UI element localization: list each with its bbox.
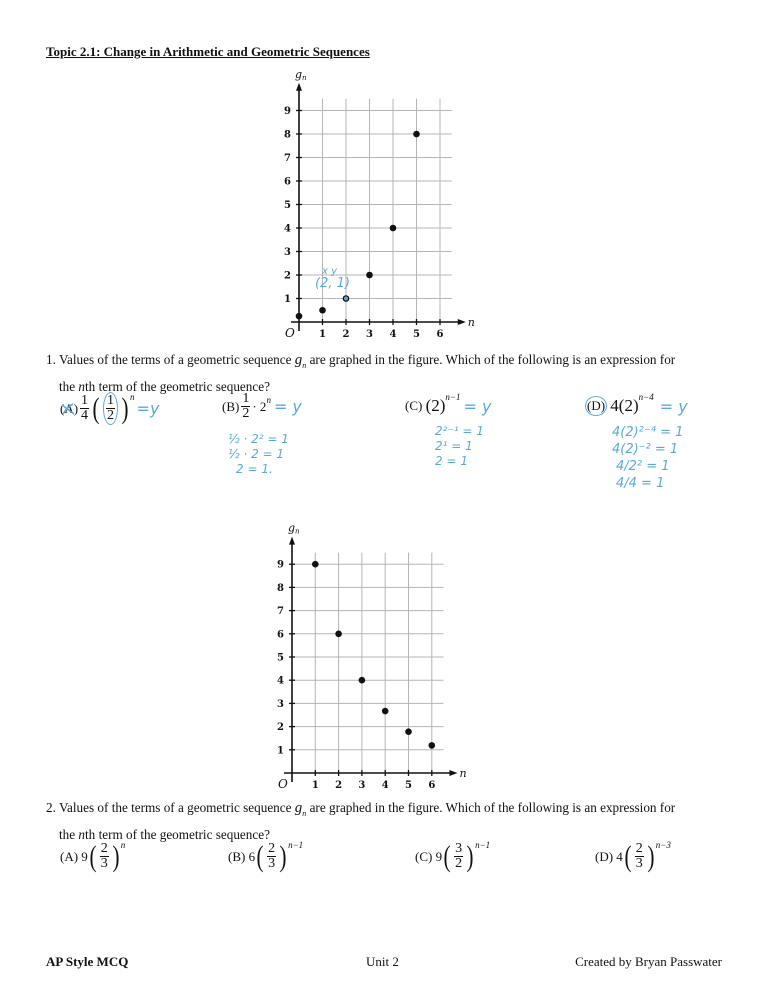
svg-text:8: 8 (277, 582, 284, 594)
svg-text:9: 9 (277, 559, 284, 571)
graph-1 (260, 67, 510, 348)
handwritten-annotation: = y (659, 396, 688, 416)
svg-text:2: 2 (277, 722, 284, 734)
svg-text:5: 5 (284, 200, 291, 211)
svg-text:n: n (467, 316, 475, 329)
footer-center: Unit 2 (366, 954, 399, 969)
footer-right: Created by Bryan Passwater (575, 954, 722, 969)
question-text-cont: are graphed in the figure. Which of the following is an expression for (309, 352, 676, 367)
page-title: Topic 2.1: Change in Arithmetic and Geometric Sequences (46, 44, 370, 59)
option-label: (B) (228, 848, 246, 864)
data-point (390, 225, 397, 232)
svg-text:4: 4 (277, 675, 284, 687)
q2-option-b[interactable]: (B) 6 ( $\frac{2}{3}$ ) n−1 (228, 839, 304, 873)
fraction: $\frac{2}{3}$ (268, 841, 276, 871)
option-label: (B) (222, 398, 240, 414)
data-point (319, 307, 326, 314)
option-label: (C) (415, 848, 433, 864)
option-label: (A) (60, 848, 79, 864)
handwritten-annotation: = y (463, 396, 492, 416)
option-label: (D) (595, 848, 614, 864)
svg-text:3: 3 (284, 247, 291, 258)
handwritten-annotation: =y (136, 399, 160, 418)
option-label: (A) (60, 400, 79, 416)
question-number: 2. (46, 800, 56, 815)
svg-text:2: 2 (335, 780, 343, 791)
svg-text:6: 6 (428, 780, 436, 791)
question-text: Values of the terms of a geometric sequence (58, 352, 292, 367)
data-point (366, 272, 373, 279)
graph-2 (260, 521, 510, 798)
q1-option-b[interactable]: (B) $\frac{1}{2}$ · 2 n = y (222, 391, 302, 421)
q2-option-c[interactable]: (C) 9 ( $\frac{3}{2}$ ) n−1 (415, 839, 491, 873)
svg-text:5: 5 (405, 780, 412, 791)
svg-text:1: 1 (277, 745, 284, 757)
fraction: $\frac{2}{3}$ (100, 841, 108, 871)
svg-text:5: 5 (413, 329, 420, 340)
svg-text:6: 6 (277, 629, 284, 641)
fraction: $\frac{1}{2}$ (103, 392, 118, 425)
data-point (429, 742, 436, 749)
svg-text:3: 3 (366, 329, 373, 340)
question-number: 1. (46, 352, 56, 367)
svg-text:5: 5 (277, 652, 284, 664)
q1-option-d[interactable]: (D) 4 (2) n−4 = y (587, 392, 688, 416)
svg-text:4: 4 (381, 780, 389, 791)
data-point (405, 728, 412, 735)
svg-text:O: O (285, 326, 295, 340)
handwritten-annotation: = y (273, 397, 302, 416)
svg-text:1: 1 (284, 294, 291, 305)
svg-text:6: 6 (436, 329, 444, 340)
svg-text:n: n (459, 767, 467, 780)
svg-text:8: 8 (284, 129, 291, 141)
svg-text:7: 7 (277, 606, 284, 618)
svg-text:4: 4 (284, 223, 291, 235)
question-text: Values of the terms of a geometric sequence (58, 800, 292, 815)
footer-left: AP Style MCQ (46, 954, 129, 969)
question-1: 1. Values of the terms of a geometric sequence $g_n$ are graphed in the figure. Which of the following is an expression for the nth term of the geometric sequence? (46, 352, 676, 394)
data-point (382, 708, 389, 715)
fraction: $\frac{2}{3}$ (635, 841, 643, 871)
sequence-variable: $g_n$ (294, 352, 307, 370)
data-point (413, 131, 420, 138)
svg-text:9: 9 (284, 106, 291, 117)
data-point (312, 561, 319, 568)
svg-text:6: 6 (284, 176, 291, 188)
svg-text:gn: gn (295, 67, 307, 82)
svg-text:3: 3 (277, 698, 284, 710)
graph-1-plot (284, 68, 475, 340)
svg-text:2: 2 (284, 270, 291, 282)
cross-out-mark (60, 400, 79, 416)
svg-text:4: 4 (389, 329, 397, 340)
graph-2-plot (277, 522, 467, 791)
handwritten-point-label: x y (322, 266, 338, 277)
data-point (359, 677, 366, 684)
svg-text:gn: gn (288, 521, 300, 536)
question-2: 2. Values of the terms of a geometric sequence $g_n$ are graphed in the figure. Which of the following is an expression for the nth term of the geometric sequence? (46, 800, 676, 842)
q1-option-a[interactable]: (A) $\frac{1}{4}$ ( $\frac{1}{2}$ ) n =y (60, 391, 160, 425)
sequence-variable: $g_n$ (294, 800, 307, 818)
option-label: (D) (585, 396, 607, 416)
question-text-cont: are graphed in the figure. Which of the following is an expression for (309, 800, 676, 815)
fraction: $\frac{3}{2}$ (455, 841, 463, 871)
handwritten-point: (2, 1) (315, 276, 350, 291)
option-label: (C) (405, 398, 423, 413)
handwritten-work-c: 2²⁻¹ = 1 2¹ = 1 2 = 1 (435, 424, 484, 468)
svg-text:2: 2 (342, 329, 350, 340)
svg-text:O: O (278, 777, 288, 791)
handwritten-work-b: ½ · 2² = 1 ½ · 2 = 1 2 = 1. (228, 432, 289, 476)
svg-text:1: 1 (319, 329, 326, 340)
q1-option-c[interactable]: (C) (2) n−1 = y (405, 392, 492, 416)
svg-text:3: 3 (358, 780, 366, 791)
svg-text:7: 7 (284, 153, 291, 164)
data-point (335, 631, 342, 638)
svg-text:1: 1 (311, 780, 319, 791)
data-point (296, 313, 303, 320)
q2-option-d[interactable]: (D) 4 ( $\frac{2}{3}$ ) n−3 (595, 839, 671, 873)
fraction: $\frac{1}{4}$ (81, 393, 89, 423)
handwritten-work-d: 4(2)²⁻⁴ = 1 4(2)⁻² = 1 4/2² = 1 4/4 = 1 (612, 425, 684, 491)
fraction: $\frac{1}{2}$ (242, 391, 250, 421)
q2-option-a[interactable]: (A) 9 ( $\frac{2}{3}$ ) n (60, 839, 126, 873)
